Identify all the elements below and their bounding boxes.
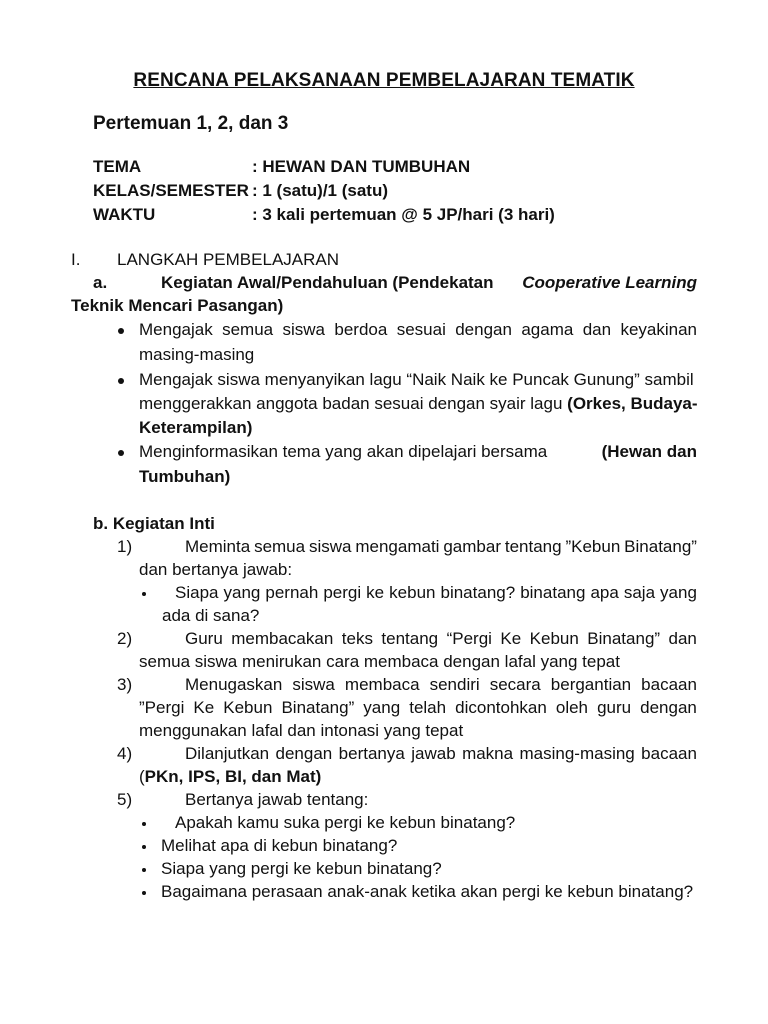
item-number: 4) [117,744,133,763]
section-title: LANGKAH PEMBELAJARAN [117,250,340,269]
item-number: 2) [117,629,133,648]
question-2: Melihat apa di kebun binatang? [161,836,398,855]
part-a-heading-italic: Cooperative Learning [522,273,697,292]
meta-value-tema: : HEWAN DAN TUMBUHAN [252,157,471,176]
part-a-heading [161,273,697,293]
bullet-icon [118,378,124,384]
bullet-a3-line2: Tumbuhan) [139,467,231,486]
item-4-paren: ( [139,767,145,786]
bullet-a2-line1: Mengajak siswa menyanyikan lagu “Naik Naik ke Puncak Gunung” sambil [139,370,694,389]
bullet-icon [142,592,146,596]
meeting-subtitle: Pertemuan 1, 2, dan 3 [93,113,289,134]
meta-value-waktu: : 3 kali pertemuan @ 5 JP/hari (3 hari) [252,205,555,224]
bullet-a2-line2 [139,394,698,414]
part-b-heading: b. Kegiatan Inti [93,514,215,533]
item-4-line2 [139,767,321,787]
sub-bullet-line2: ada di sana? [162,606,260,625]
bullet-a2-line2-plain: menggerakkan anggota badan sesuai dengan syair lagu [139,394,568,413]
meta-label-waktu: WAKTU [93,205,156,224]
bullet-a1-line2: masing-masing [139,345,255,364]
item-4-line1: Dilanjutkan dengan bertanya jawab makna masing-masing bacaan [185,744,697,763]
part-a-letter: a. [93,273,108,292]
item-3-line2: ”Pergi Ke Kebun Binatang” yang telah dicontohkan oleh guru dengan [139,698,697,717]
meta-label-tema: TEMA [93,157,142,176]
item-number: 5) [117,790,133,809]
item-1-line1: Meminta semua siswa mengamati gambar tentang ”Kebun Binatang” [185,537,697,556]
item-4-subjects: PKn, IPS, BI, dan Mat) [144,767,322,786]
bullet-icon [142,891,146,895]
question-1: Apakah kamu suka pergi ke kebun binatang? [175,813,516,832]
part-a-heading-line2: Teknik Mencari Pasangan) [71,296,284,315]
bullet-icon [118,450,124,456]
item-number: 3) [117,675,133,694]
item-3-line1: Menugaskan siswa membaca sendiri secara bergantian bacaan [185,675,697,694]
item-2-line2: semua siswa menirukan cara membaca dengan lafal yang tepat [139,652,620,671]
bullet-a3-line1 [139,442,697,462]
meta-value-kelas: : 1 (satu)/1 (satu) [252,181,389,200]
question-4: Bagaimana perasaan anak-anak ketika akan pergi ke kebun binatang? [161,882,694,901]
section-number: I. [71,250,81,269]
item-2-line1: Guru membacakan teks tentang “Pergi Ke Kebun Binatang” dan [185,629,697,648]
item-1-line2: dan bertanya jawab: [139,560,293,579]
bullet-icon [142,845,146,849]
question-3: Siapa yang pergi ke kebun binatang? [161,859,442,878]
part-a-heading-plain: Kegiatan Awal/Pendahuluan (Pendekatan [161,273,494,292]
bullet-a2-line2-bold: (Orkes, Budaya- [567,394,698,413]
meta-label-kelas: KELAS/SEMESTER [93,181,249,200]
item-5-line1: Bertanya jawab tentang: [185,790,369,809]
item-number: 1) [117,537,133,556]
item-3-line3: menggunakan lafal dan intonasi yang tepat [139,721,464,740]
bullet-a2-line3: Keterampilan) [139,418,253,437]
bullet-a3-line1-bold: (Hewan dan [601,442,697,461]
bullet-icon [142,868,146,872]
document-title: RENCANA PELAKSANAAN PEMBELAJARAN TEMATIK [133,70,635,91]
bullet-a3-line1-plain: Menginformasikan tema yang akan dipelajari bersama [139,442,548,461]
bullet-a1-line1: Mengajak semua siswa berdoa sesuai dengan agama dan keyakinan [139,320,697,339]
bullet-icon [118,328,124,334]
bullet-icon [142,822,146,826]
sub-bullet-line1: Siapa yang pernah pergi ke kebun binatang? binatang apa saja yang [175,583,697,602]
